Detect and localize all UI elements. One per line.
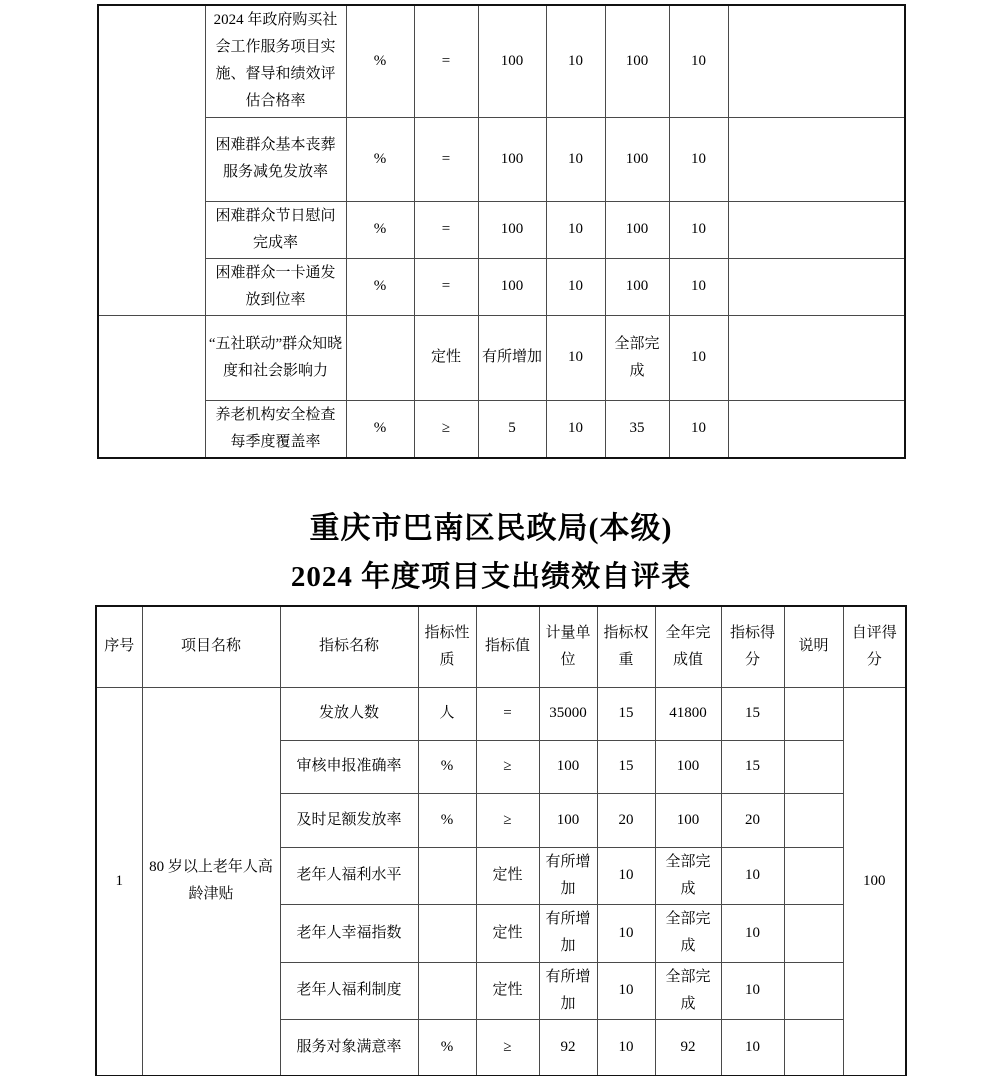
- table-cell: [728, 201, 905, 258]
- column-header: 全年完成值: [655, 606, 721, 687]
- table-row: [98, 258, 905, 315]
- table-row: [98, 201, 905, 258]
- table-cell: 10: [597, 847, 655, 904]
- table-cell: 100: [605, 258, 669, 315]
- table-cell: 10: [546, 400, 605, 458]
- table-cell: 100: [539, 740, 597, 793]
- table-cell: [784, 740, 843, 793]
- table-cell: 10: [546, 5, 605, 117]
- column-header: 指标权重: [597, 606, 655, 687]
- table-cell: [784, 847, 843, 904]
- table-cell: %: [346, 201, 414, 258]
- column-header: 项目名称: [142, 606, 280, 687]
- table-cell: 有所增加: [539, 962, 597, 1019]
- table-cell: [418, 904, 476, 962]
- table-cell: 15: [597, 687, 655, 740]
- table-cell: [784, 962, 843, 1019]
- table-cell: =: [414, 258, 478, 315]
- table-cell: [728, 400, 905, 458]
- table-cell: 服务对象满意率: [280, 1019, 418, 1076]
- table-cell: 及时足额发放率: [280, 793, 418, 847]
- table-cell: [728, 315, 905, 400]
- table-cell: 定性: [476, 904, 539, 962]
- table-cell: [784, 904, 843, 962]
- table-cell: 100: [478, 5, 546, 117]
- column-header: 序号: [96, 606, 142, 687]
- table-cell: [784, 793, 843, 847]
- table-cell: ≥: [476, 740, 539, 793]
- table-cell: ≥: [476, 1019, 539, 1076]
- column-header: 说明: [784, 606, 843, 687]
- table-cell: [418, 962, 476, 1019]
- table-cell: 92: [655, 1019, 721, 1076]
- table-cell: 审核申报准确率: [280, 740, 418, 793]
- table-cell: %: [346, 400, 414, 458]
- table-row: [96, 606, 906, 687]
- table-cell: 老年人福利水平: [280, 847, 418, 904]
- table-cell: 92: [539, 1019, 597, 1076]
- table-cell: 有所增加: [539, 847, 597, 904]
- table-cell: 20: [597, 793, 655, 847]
- table-cell: [728, 117, 905, 201]
- table-cell: 发放人数: [280, 687, 418, 740]
- table-cell: 困难群众基本丧葬服务减免发放率: [205, 117, 346, 201]
- table-cell: 全部完成: [655, 904, 721, 962]
- table-cell: 全部完成: [655, 847, 721, 904]
- performance-table-continued: [97, 4, 906, 459]
- title-table-name: 2024 年度项目支出绩效自评表: [290, 561, 692, 593]
- table-cell: 41800: [655, 687, 721, 740]
- title-organization: 重庆市巴南区民政局(本级): [309, 512, 673, 545]
- table-cell: 有所增加: [539, 904, 597, 962]
- table-cell: 100: [605, 117, 669, 201]
- table-cell: 15: [721, 740, 784, 793]
- table-cell: 有所增加: [478, 315, 546, 400]
- column-header: 自评得分: [843, 606, 906, 687]
- table-cell: [98, 5, 205, 315]
- table-cell: 35: [605, 400, 669, 458]
- table-cell: 100: [605, 5, 669, 117]
- table-cell: 15: [597, 740, 655, 793]
- table-cell: 10: [721, 847, 784, 904]
- table-cell: 全部完成: [655, 962, 721, 1019]
- table-cell: 全部完成: [605, 315, 669, 400]
- table-cell: 10: [546, 258, 605, 315]
- table-cell: 10: [669, 315, 728, 400]
- table-cell: =: [414, 201, 478, 258]
- column-header: 指标得分: [721, 606, 784, 687]
- table-cell: 人: [418, 687, 476, 740]
- table-cell: %: [418, 740, 476, 793]
- table-cell: 10: [669, 258, 728, 315]
- table-cell: 10: [546, 201, 605, 258]
- table-cell: [418, 847, 476, 904]
- document-title: [0, 505, 982, 601]
- table-cell: “五社联动”群众知晓度和社会影响力: [205, 315, 346, 400]
- table-cell: 100: [655, 740, 721, 793]
- table-cell: 100: [605, 201, 669, 258]
- table-cell: 10: [721, 904, 784, 962]
- table-cell: 定性: [414, 315, 478, 400]
- table-cell: %: [346, 5, 414, 117]
- table-cell: =: [414, 117, 478, 201]
- table-cell: 老年人福利制度: [280, 962, 418, 1019]
- table-cell: 80 岁以上老年人高龄津贴: [142, 687, 280, 1076]
- table-cell: 10: [597, 1019, 655, 1076]
- table-cell: %: [346, 258, 414, 315]
- table-cell: [784, 687, 843, 740]
- table-cell: 35000: [539, 687, 597, 740]
- table-cell: =: [414, 5, 478, 117]
- table-cell: 1: [96, 687, 142, 1076]
- table-cell: %: [346, 117, 414, 201]
- table-row: [96, 687, 906, 740]
- table-cell: 10: [721, 962, 784, 1019]
- table-cell: [98, 315, 205, 458]
- table-cell: 困难群众一卡通发放到位率: [205, 258, 346, 315]
- table-row: [98, 117, 905, 201]
- table-cell: 养老机构安全检查每季度覆盖率: [205, 400, 346, 458]
- column-header: 指标性质: [418, 606, 476, 687]
- table-cell: [346, 315, 414, 400]
- table-row: [98, 315, 905, 400]
- table-cell: 困难群众节日慰问完成率: [205, 201, 346, 258]
- table-cell: 10: [669, 400, 728, 458]
- table-cell: 15: [721, 687, 784, 740]
- self-evaluation-table: [95, 605, 907, 1076]
- table-cell: 100: [843, 687, 906, 1076]
- table-cell: =: [476, 687, 539, 740]
- table-cell: 100: [478, 117, 546, 201]
- table-cell: 10: [546, 315, 605, 400]
- table-cell: ≥: [414, 400, 478, 458]
- table-cell: 2024 年政府购买社会工作服务项目实施、督导和绩效评估合格率: [205, 5, 346, 117]
- table-cell: 5: [478, 400, 546, 458]
- table-cell: 10: [597, 962, 655, 1019]
- table-cell: 100: [539, 793, 597, 847]
- table-cell: 10: [721, 1019, 784, 1076]
- table-cell: 100: [478, 201, 546, 258]
- table-cell: 100: [478, 258, 546, 315]
- table-row: [98, 5, 905, 117]
- table-cell: 20: [721, 793, 784, 847]
- table-cell: 10: [597, 904, 655, 962]
- column-header: 指标值: [476, 606, 539, 687]
- table-cell: [728, 5, 905, 117]
- column-header: 计量单位: [539, 606, 597, 687]
- table-cell: 定性: [476, 962, 539, 1019]
- table-cell: ≥: [476, 793, 539, 847]
- table-cell: 100: [655, 793, 721, 847]
- table-cell: %: [418, 793, 476, 847]
- column-header: 指标名称: [280, 606, 418, 687]
- table-cell: 老年人幸福指数: [280, 904, 418, 962]
- table-cell: [728, 258, 905, 315]
- table-cell: %: [418, 1019, 476, 1076]
- table-cell: 10: [669, 5, 728, 117]
- table-row: [98, 400, 905, 458]
- table-cell: 10: [669, 201, 728, 258]
- table-cell: [784, 1019, 843, 1076]
- table-cell: 定性: [476, 847, 539, 904]
- table-cell: 10: [669, 117, 728, 201]
- table-cell: 10: [546, 117, 605, 201]
